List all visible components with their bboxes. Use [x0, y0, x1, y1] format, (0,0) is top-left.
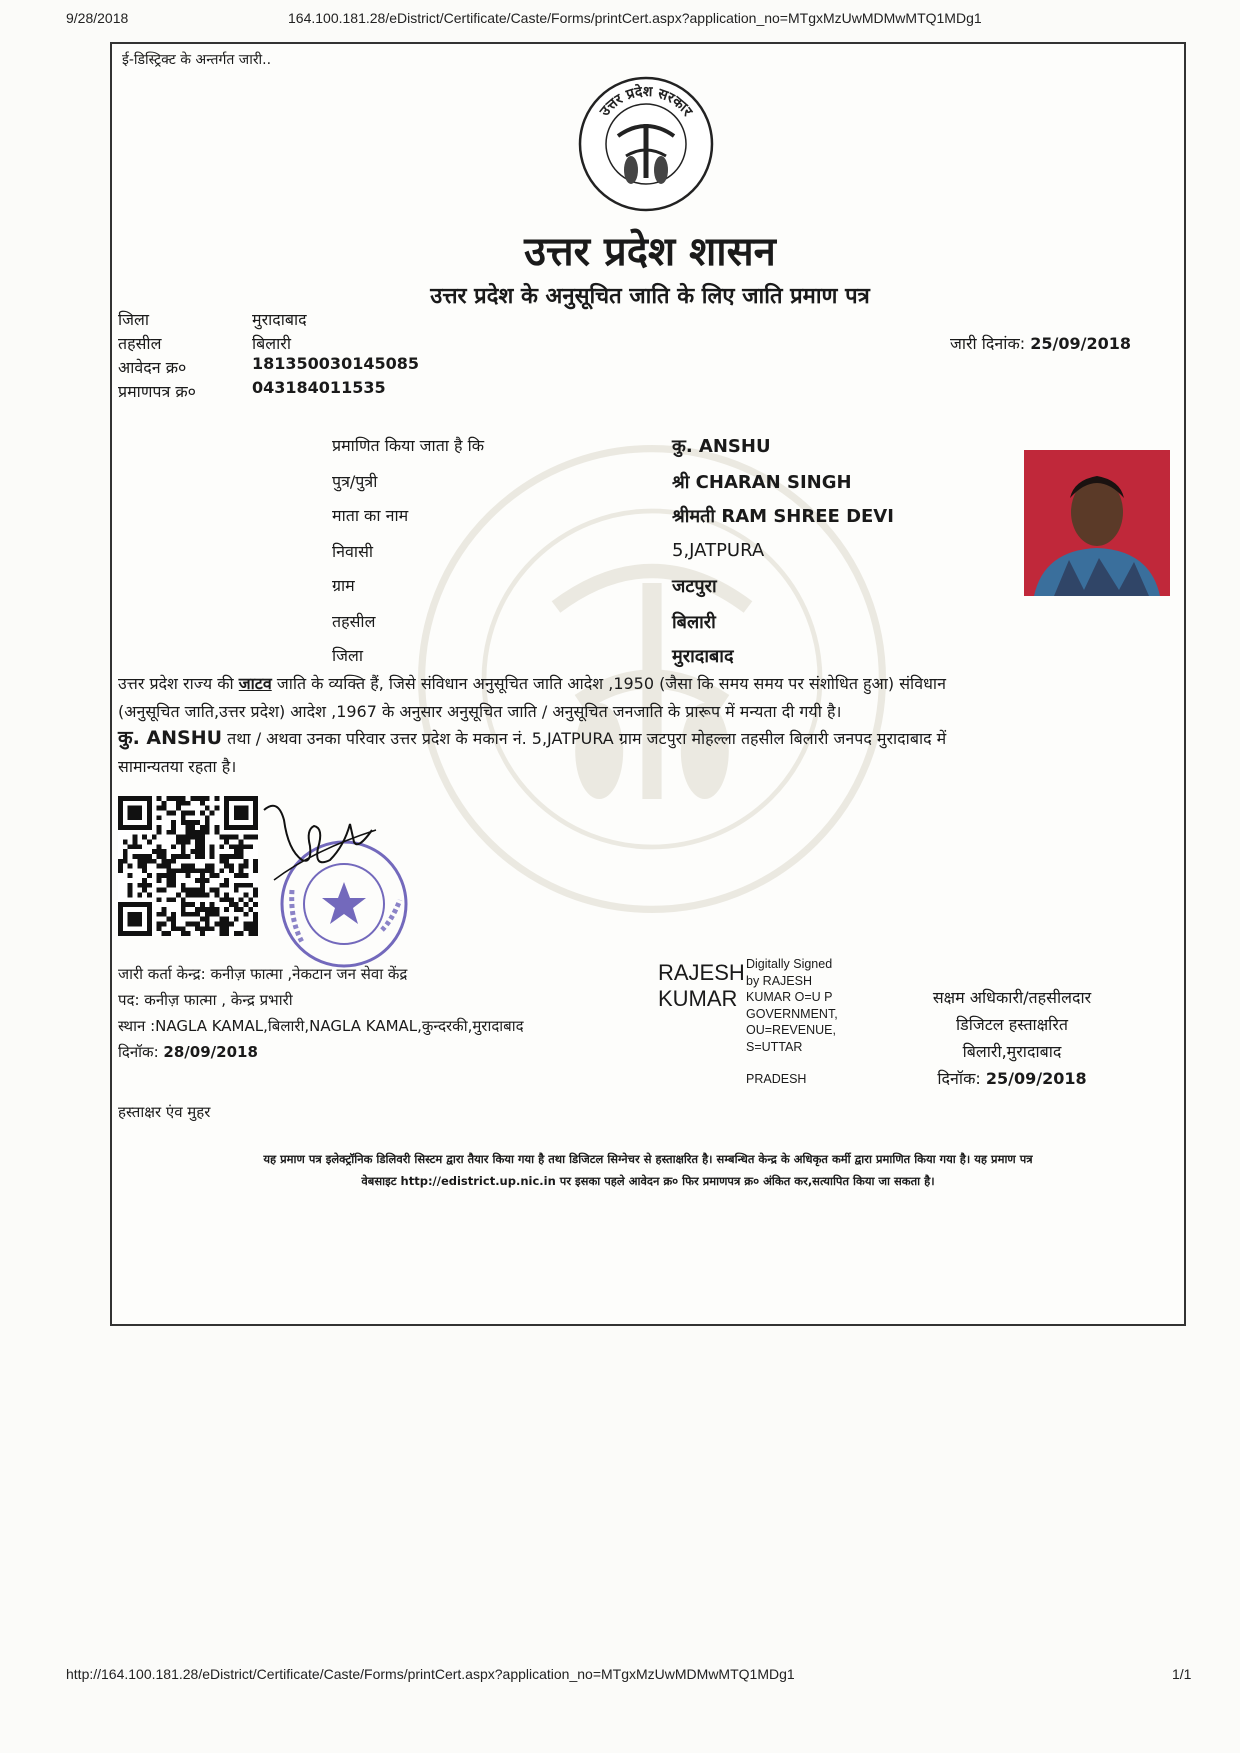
print-url-bottom: http://164.100.181.28/eDistrict/Certificate/Caste/Forms/printCert.aspx?application_no=MTgxMzUwMDMwMTQ1MDg1 — [66, 1666, 795, 1682]
signature-detail-line: Digitally Signed — [746, 957, 833, 971]
issuer-designation: पद: कनीज़ फात्मा , केन्द्र प्रभारी — [118, 991, 293, 1009]
residence-line1: तथा / अथवा उनका परिवार उत्तर प्रदेश के मकान नं. 5,JATPURA ग्राम जटपुरा मोहल्ला तहसील बिलारी जनपद मुरादाबाद में — [222, 729, 947, 748]
caste-statement-pre: उत्तर प्रदेश राज्य की — [118, 674, 239, 693]
signature-detail-line: KUMAR O=U P — [746, 990, 833, 1004]
field-value-mother: श्रीमती RAM SHREE DEVI — [672, 506, 894, 527]
issue-date-value: 25/09/2018 — [1030, 334, 1131, 353]
tehsil-label: तहसील — [118, 334, 162, 353]
application-no-label: आवेदन क्र० — [118, 358, 187, 377]
verification-note-line2: वेबसाइट http://edistrict.up.nic.in पर इसका पहले आवेदन क्र० फिर प्रमाणपत्र क्र० अंकित कर,सत्यापित किया जा सकता है। — [361, 1174, 935, 1188]
sign-and-seal-label: हस्ताक्षर एंव मुहर — [118, 1103, 211, 1121]
issuer-date-label: दिनॉक: — [118, 1043, 159, 1061]
svg-text:उत्तर प्रदेश सरकार: उत्तर प्रदेश सरकार — [596, 83, 696, 120]
field-label-child-of: पुत्र/पुत्री — [332, 472, 378, 491]
field-value-district: मुरादाबाद — [672, 646, 734, 667]
authority-block — [852, 984, 1172, 1092]
issuer-place: स्थान :NAGLA KAMAL,बिलारी,NAGLA KAMAL,कुन्दरकी,मुरादाबाद — [118, 1017, 524, 1035]
residence-line2: सामान्यतया रहता है। — [118, 757, 237, 776]
print-url-top: 164.100.181.28/eDistrict/Certificate/Caste/Forms/printCert.aspx?application_no=MTgxMzUwMDMwMTQ1MDg1 — [288, 10, 982, 26]
authority-date-value: 25/09/2018 — [985, 1069, 1087, 1088]
qr-code-icon — [118, 796, 258, 936]
field-value-name: कु. ANSHU — [672, 436, 771, 457]
issuer-date-value: 28/09/2018 — [163, 1043, 258, 1061]
signer-name-line2: KUMAR — [658, 986, 738, 1011]
application-no-value: 181350030145085 — [252, 354, 419, 373]
certificate-subtitle: उत्तर प्रदेश के अनुसूचित जाति के लिए जाति प्रमाण पत्र — [430, 284, 870, 309]
verification-note — [118, 1148, 1178, 1192]
field-label-village: ग्राम — [332, 576, 355, 595]
field-label-resident: निवासी — [332, 542, 374, 561]
verification-note-line1: यह प्रमाण पत्र इलेक्ट्रॉनिक डिलिवरी सिस्टम द्वारा तैयार किया गया है तथा डिजिटल सिग्नेचर से हस्ताक्षरित है। सम्बन्धित केन्द्र के अधिकृत कर्मी द्वारा प्रमाणित किया गया है। यह प्रमाण पत्र — [263, 1152, 1033, 1166]
signature-detail-line: PRADESH — [746, 1072, 807, 1086]
authority-signed: डिजिटल हस्ताक्षरित — [956, 1015, 1068, 1034]
certificate-frame — [110, 42, 1186, 1326]
issue-date — [950, 332, 1131, 354]
field-label-certified: प्रमाणित किया जाता है कि — [332, 436, 485, 455]
authority-date — [852, 1065, 1172, 1092]
caste-statement-line2: (अनुसूचित जाति,उत्तर प्रदेश) आदेश ,1967 के अनुसार अनुसूचित जाति / अनुसूचित जनजाति के प्रारूप में मन्यता दी गयी है। — [118, 702, 842, 721]
field-value-village: जटपुरा — [672, 576, 717, 597]
handwritten-signature-icon — [254, 790, 384, 890]
field-label-mother: माता का नाम — [332, 506, 409, 525]
authority-date-label: दिनॉक: — [937, 1069, 981, 1088]
tehsil-value: बिलारी — [252, 334, 291, 353]
print-page-count: 1/1 — [1172, 1666, 1192, 1682]
signature-detail-line: by RAJESH — [746, 973, 812, 988]
authority-title: सक्षम अधिकारी/तहसीलदार — [932, 988, 1092, 1007]
district-label: जिला — [118, 310, 150, 329]
signature-detail-line: OU=REVENUE, — [746, 1023, 836, 1037]
applicant-portrait-icon — [1024, 450, 1170, 596]
issued-under-text: ई-डिस्ट्रिक्ट के अन्तर्गत जारी.. — [122, 52, 272, 68]
print-date: 9/28/2018 — [66, 10, 129, 26]
issuer-center: जारी कर्ता केन्द्र: कनीज़ फात्मा ,नेकटान जन सेवा केंद्र — [118, 965, 408, 983]
caste-name: जाटव — [238, 674, 272, 693]
field-value-father: श्री CHARAN SINGH — [672, 472, 852, 493]
authority-place: बिलारी,मुरादाबाद — [962, 1042, 1062, 1061]
residence-statement — [118, 724, 1178, 781]
signature-details — [746, 956, 866, 1088]
district-value: मुरादाबाद — [252, 310, 307, 329]
signature-detail-line: S=UTTAR — [746, 1039, 803, 1054]
signer-name-line1: RAJESH — [658, 960, 745, 985]
issue-date-label: जारी दिनांक: — [950, 334, 1026, 353]
certificate-title: उत्तर प्रदेश शासन — [524, 229, 776, 275]
caste-statement — [118, 670, 1178, 726]
certificate-no-value: 043184011535 — [252, 378, 386, 397]
certificate-no-label: प्रमाणपत्र क्र० — [118, 382, 196, 401]
applicant-photo — [1024, 450, 1170, 596]
field-value-tehsil: बिलारी — [672, 612, 716, 633]
issuer-date — [118, 1042, 258, 1062]
field-label-tehsil: तहसील — [332, 612, 376, 631]
caste-statement-line1: जाति के व्यक्ति हैं, जिसे संविधान अनुसूचित जाति आदेश ,1950 (जैसा कि समय समय पर संशोधित हुआ) संविधान — [271, 674, 946, 693]
residence-name: कु. ANSHU — [118, 727, 223, 749]
field-label-district: जिला — [332, 646, 364, 665]
signature-detail-line — [746, 1055, 866, 1071]
up-emblem-icon — [576, 74, 716, 214]
signature-detail-line: GOVERNMENT, — [746, 1006, 838, 1021]
field-value-resident: 5,JATPURA — [672, 540, 765, 561]
